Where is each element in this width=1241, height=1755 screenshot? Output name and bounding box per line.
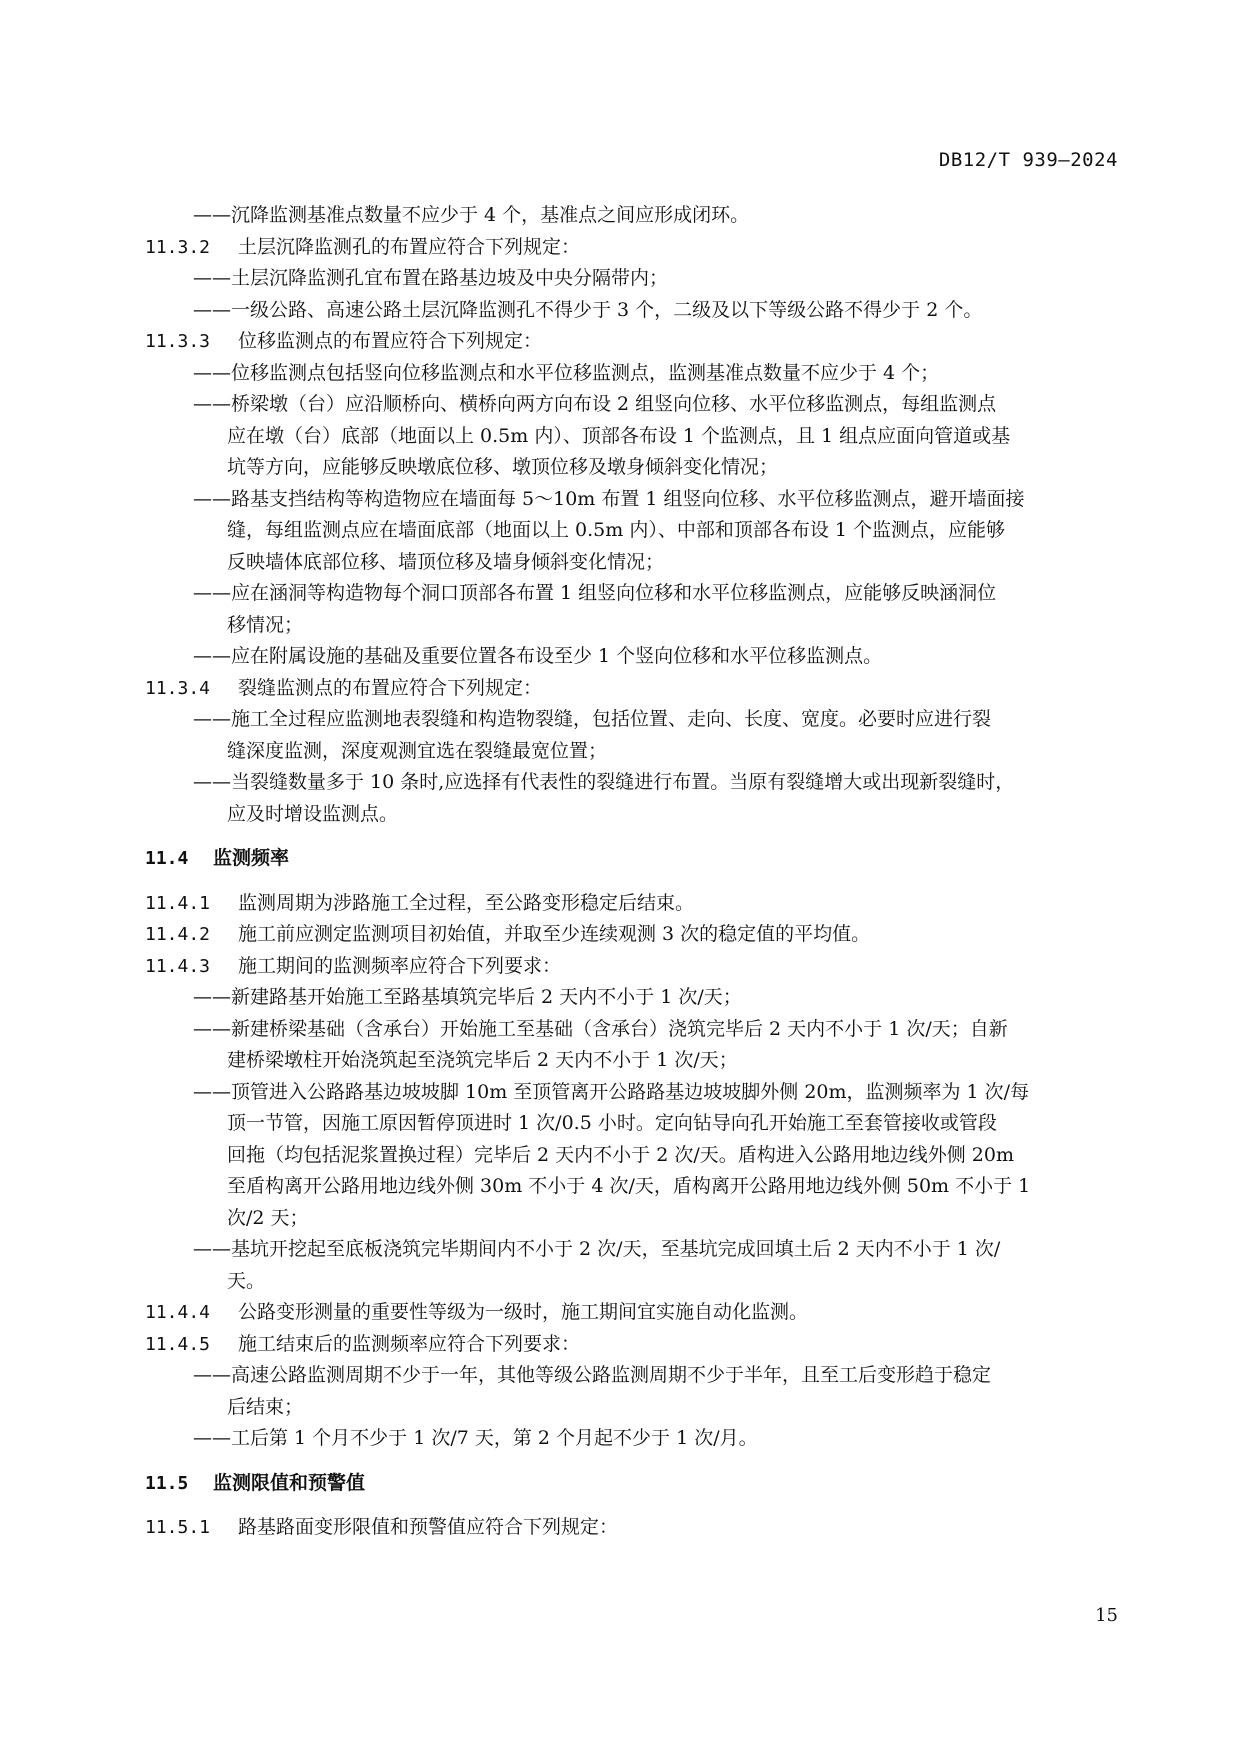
doc-code: DB12/T 939—2024 [938, 149, 1118, 171]
clause-number: 11.3.4 [145, 677, 211, 699]
list-item: ——应在涵洞等构造物每个洞口顶部各布置 1 组竖向位移和水平位移监测点，应能够反映涵洞位 [193, 582, 997, 604]
clause-number: 11.4.2 [145, 924, 211, 945]
clause-number: 11.4.3 [145, 955, 211, 977]
list-item-continuation: 回拖（均包括泥浆置换过程）完毕后 2 天内不小于 2 次/天。盾构进入公路用地边线外侧 20m [227, 1143, 1014, 1166]
clause-text: 施工期间的监测频率应符合下列要求： [238, 954, 562, 977]
clause-number: 11.4.1 [145, 892, 211, 914]
clause [145, 1297, 1115, 1329]
list-item-continuation: 次/2 天； [227, 1206, 309, 1229]
list-item-continuation: 坑等方向，应能够反映墩底位移、墩顶位移及墩身倾斜变化情况； [227, 456, 779, 478]
list-item: ——位移监测点包括竖向位移监测点和水平位移监测点，监测基准点数量不应少于 4 个； [193, 361, 940, 384]
clause [145, 888, 1115, 920]
clause-number: 11.3.3 [145, 331, 211, 352]
clause-text: 施工结束后的监测频率应符合下列要求： [238, 1332, 581, 1355]
clause [145, 951, 1115, 983]
list-item: ——应在附属设施的基础及重要位置各布设至少 1 个竖向位移和水平位移监测点。 [193, 645, 883, 667]
list-item-continuation: 天。 [227, 1269, 266, 1292]
clause [145, 1512, 1115, 1544]
clause [145, 919, 1115, 951]
clause-text: 位移监测点的布置应符合下列规定： [238, 330, 543, 352]
clause [145, 232, 1115, 264]
clause-text: 施工前应测定监测项目初始值，并取至少连续观测 3 次的稳定值的平均值。 [238, 923, 871, 945]
list-item: ——一级公路、高速公路土层沉降监测孔不得少于 3 个，二级及以下等级公路不得少于 2 个。 [193, 298, 983, 321]
list-item: ——路基支挡结构等构造物应在墙面每 5～10m 布置 1 组竖向位移、水平位移监测点，避开墙面接 [193, 487, 1025, 510]
list-item-continuation: 缝深度监测，深度观测宜选在裂缝最宽位置； [227, 739, 608, 762]
list-item: ——当裂缝数量多于 10 条时,应选择有代表性的裂缝进行布置。当原有裂缝增大或出现新裂缝时， [193, 771, 1015, 793]
list-item: ——顶管进入公路路基边坡坡脚 10m 至顶管离开公路路基边坡坡脚外侧 20m，监测频率为 1 次/每 [193, 1080, 1030, 1103]
list-item-continuation: 移情况； [227, 613, 304, 636]
list-item: ——基坑开挖起至底板浇筑完毕期间内不小于 2 次/天，至基坑完成回填土后 2 天内不小于 1 次/ [193, 1238, 1001, 1260]
list-item: ——高速公路监测周期不少于一年，其他等级公路监测周期不少于半年，且至工后变形趋于稳定 [193, 1364, 992, 1386]
clause-text: 公路变形测量的重要性等级为一级时，施工期间宜实施自动化监测。 [238, 1301, 809, 1323]
clause-text: 裂缝监测点的布置应符合下列规定： [238, 676, 543, 699]
section-heading [145, 843, 1115, 875]
section-number: 11.5 [145, 1472, 189, 1494]
list-item-continuation: 缝，每组监测点应在墙面底部（地面以上 0.5m 内）、中部和顶部各布设 1 个监测点，应能够 [227, 519, 1005, 541]
list-item-continuation: 至盾构离开公路用地边线外侧 30m 不小于 4 次/天，盾构离开公路用地边线外侧 50m 不小于 1 [227, 1175, 1031, 1197]
page-number: 15 [1095, 1605, 1118, 1626]
list-item: ——沉降监测基准点数量不应少于 4 个，基准点之间应形成闭环。 [193, 204, 750, 226]
clause-number: 11.5.1 [145, 1517, 211, 1538]
clause-text: 监测周期为涉路施工全过程，至公路变形稳定后结束。 [238, 891, 695, 914]
list-item: ——施工全过程应监测地表裂缝和构造物裂缝，包括位置、走向、长度、宽度。必要时应进行裂 [193, 708, 992, 730]
clause-number: 11.4.4 [145, 1302, 211, 1323]
list-item: ——桥梁墩（台）应沿顺桥向、横桥向两方向布设 2 组竖向位移、水平位移监测点，每组监测点 [193, 393, 997, 415]
clause-number: 11.3.2 [145, 236, 211, 258]
clause [145, 673, 1115, 705]
list-item-continuation: 应及时增设监测点。 [227, 802, 399, 825]
list-item: ——新建桥梁基础（含承台）开始施工至基础（含承台）浇筑完毕后 2 天内不小于 1 次/天；自新 [193, 1017, 1008, 1040]
list-item-continuation: 反映墙体底部位移、墙顶位移及墙身倾斜变化情况； [227, 550, 665, 573]
list-item: ——土层沉降监测孔宜布置在路基边坡及中央分隔带内； [193, 267, 669, 289]
section-number: 11.4 [145, 848, 189, 869]
clause-number: 11.4.5 [145, 1333, 211, 1355]
page-content [145, 200, 1115, 1544]
clause [145, 326, 1115, 358]
list-item-continuation: 顶一节管，因施工原因暂停顶进时 1 次/0.5 小时。定向钻导向孔开始施工至套管接收或管段 [227, 1112, 997, 1134]
section-title: 监测限值和预警值 [213, 1471, 366, 1494]
list-item: ——工后第 1 个月不少于 1 次/7 天，第 2 个月起不少于 1 次/月。 [193, 1427, 758, 1449]
list-item-continuation: 应在墩（台）底部（地面以上 0.5m 内）、顶部各布设 1 个监测点，且 1 组点应面向管道或基 [227, 424, 1011, 447]
section-title: 监测频率 [213, 847, 290, 869]
list-item-continuation: 建桥梁墩柱开始浇筑起至浇筑完毕后 2 天内不小于 1 次/天； [227, 1049, 738, 1071]
clause-text: 土层沉降监测孔的布置应符合下列规定： [238, 235, 581, 258]
list-item-continuation: 后结束； [227, 1395, 304, 1418]
list-item: ——新建路基开始施工至路基填筑完毕后 2 天内不小于 1 次/天； [193, 986, 742, 1008]
clause-text: 路基路面变形限值和预警值应符合下列规定： [238, 1516, 619, 1538]
section-heading [145, 1468, 1115, 1500]
clause [145, 1329, 1115, 1361]
